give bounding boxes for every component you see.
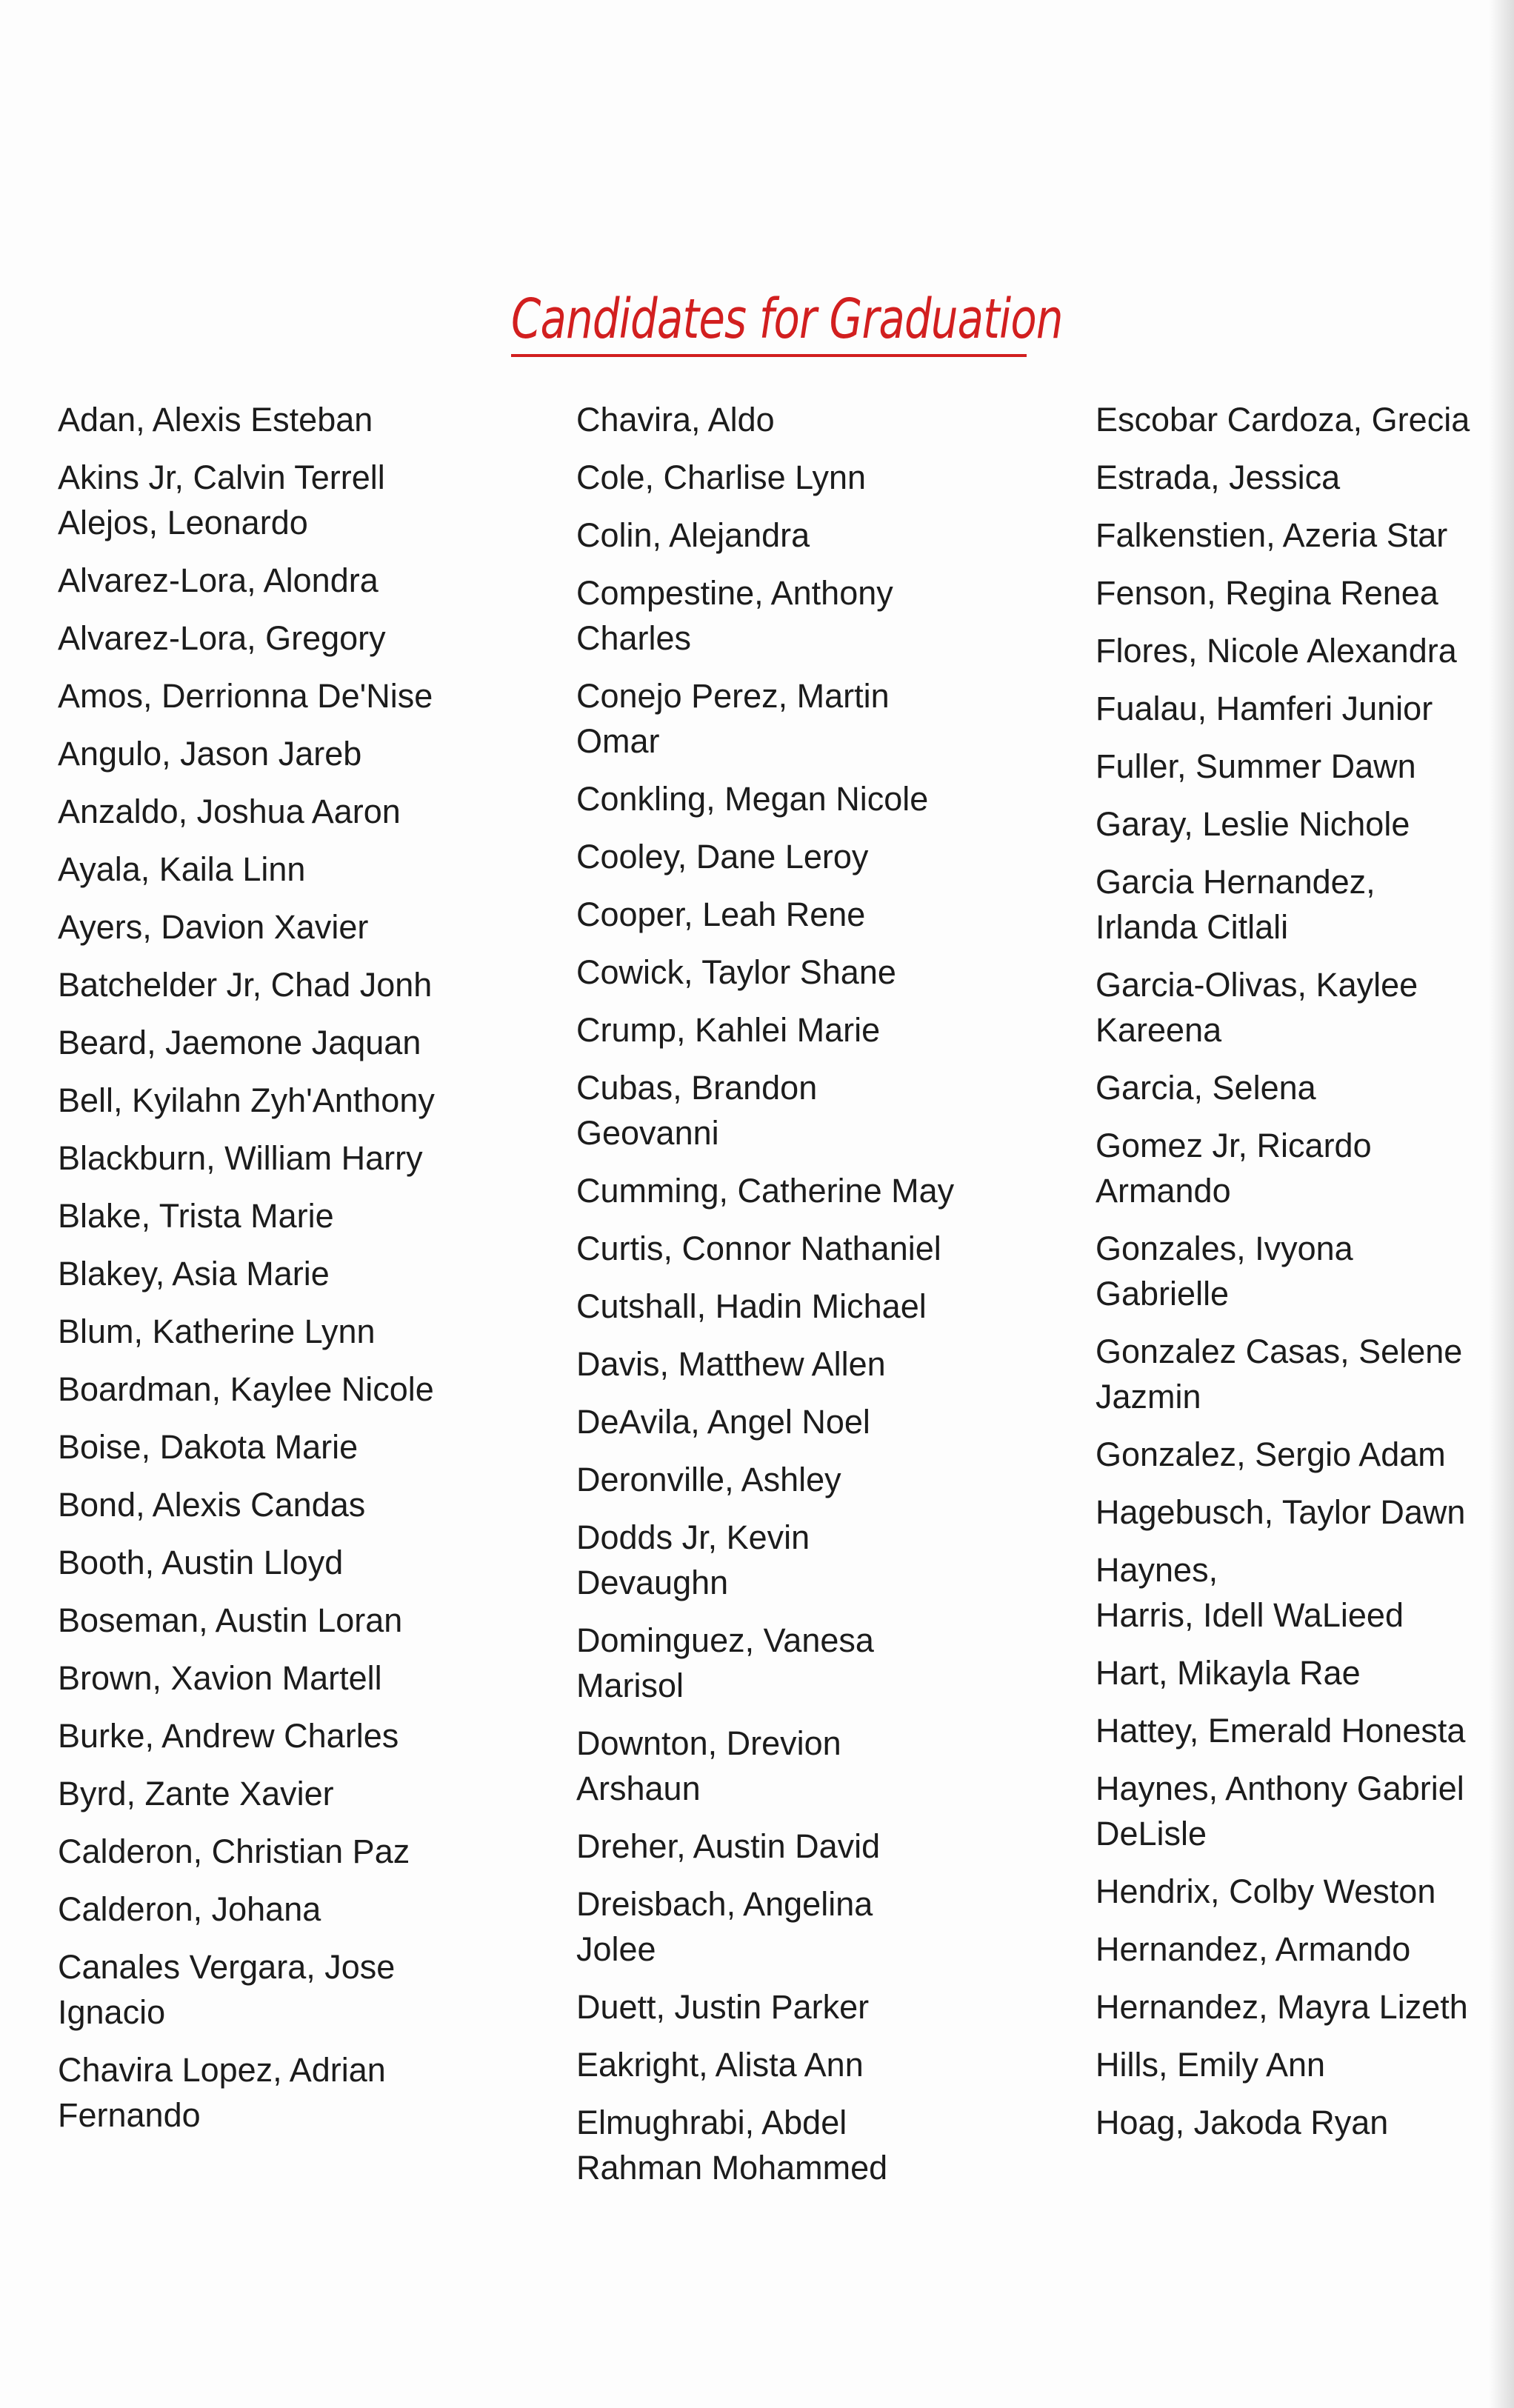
candidate-name: Blum, Katherine Lynn: [58, 1313, 376, 1350]
candidate-name: Conejo Perez, Martin Omar: [576, 677, 890, 760]
candidate-name: Chavira, Aldo: [576, 401, 775, 438]
candidate-name: DeAvila, Angel Noel: [576, 1403, 870, 1441]
candidate-name: Boardman, Kaylee Nicole: [58, 1370, 434, 1408]
page-title: Candidates for Graduation: [511, 287, 1063, 351]
candidate-name: Escobar Cardoza, Grecia: [1096, 401, 1470, 438]
candidate-name: Colin, Alejandra: [576, 516, 810, 554]
page-title-block: [511, 286, 1063, 367]
candidate-name: Dreisbach, Angelina Jolee: [576, 1885, 873, 1968]
candidate-name: Gonzalez Casas, Selene Jazmin: [1096, 1333, 1463, 1415]
candidate-name: Hendrix, Colby Weston: [1096, 1872, 1436, 1910]
candidate-name: Hernandez, Mayra Lizeth: [1096, 1988, 1468, 2026]
candidate-name: Conkling, Megan Nicole: [576, 780, 929, 818]
candidate-name: Garay, Leslie Nichole: [1096, 805, 1410, 843]
candidate-name: Ayala, Kaila Linn: [58, 850, 306, 888]
candidate-name: Hernandez, Armando: [1096, 1930, 1411, 1968]
candidate-name: Fenson, Regina Renea: [1096, 574, 1438, 612]
candidate-name: Garcia Hernandez, Irlanda Citlali: [1096, 863, 1375, 946]
candidate-name: Angulo, Jason Jareb: [58, 735, 362, 773]
candidate-name: Canales Vergara, Jose Ignacio: [58, 1948, 396, 2031]
candidate-name: Fuller, Summer Dawn: [1096, 747, 1416, 785]
candidate-name: Flores, Nicole Alexandra: [1096, 632, 1457, 670]
candidate-name: Gonzales, Ivyona Gabrielle: [1096, 1230, 1353, 1313]
candidate-name: Eakright, Alista Ann: [576, 2046, 864, 2084]
candidate-name: Ayers, Davion Xavier: [58, 908, 369, 946]
candidate-name: Fualau, Hamferi Junior: [1096, 690, 1433, 727]
candidate-name: Duett, Justin Parker: [576, 1988, 870, 2026]
candidate-name: Downton, Drevion Arshaun: [576, 1724, 841, 1807]
candidate-name: Beard, Jaemone Jaquan: [58, 1024, 421, 1061]
candidate-name: Akins Jr, Calvin Terrell Alejos, Leonardo: [58, 458, 385, 541]
candidate-name: Curtis, Connor Nathaniel: [576, 1230, 941, 1267]
candidate-name: Elmughrabi, Abdel Rahman Mohammed: [576, 2104, 888, 2187]
candidate-name: Brown, Xavion Martell: [58, 1659, 382, 1697]
candidate-name: Cumming, Catherine May: [576, 1172, 955, 1210]
candidate-name: Cole, Charlise Lynn: [576, 458, 867, 496]
candidate-name: Cubas, Brandon Geovanni: [576, 1069, 818, 1152]
candidate-name: Gonzalez, Sergio Adam: [1096, 1435, 1446, 1473]
candidate-name: Cooper, Leah Rene: [576, 896, 866, 933]
candidate-name: Falkenstien, Azeria Star: [1096, 516, 1448, 554]
candidate-name: Bell, Kyilahn Zyh'Anthony: [58, 1081, 435, 1119]
candidate-name: Crump, Kahlei Marie: [576, 1011, 881, 1049]
candidate-name: Calderon, Johana: [58, 1890, 321, 1928]
candidate-name: Hagebusch, Taylor Dawn: [1096, 1493, 1466, 1531]
candidate-name: Batchelder Jr, Chad Jonh: [58, 966, 433, 1004]
candidate-name: Boseman, Austin Loran: [58, 1601, 403, 1639]
candidate-name: Burke, Andrew Charles: [58, 1717, 399, 1755]
candidate-name: Deronville, Ashley: [576, 1461, 841, 1498]
candidate-name: Blackburn, William Harry: [58, 1139, 423, 1177]
candidate-name: Adan, Alexis Esteban: [58, 401, 373, 438]
candidate-name: Byrd, Zante Xavier: [58, 1775, 334, 1812]
candidate-name: Estrada, Jessica: [1096, 458, 1341, 496]
title-underline: [511, 354, 1027, 357]
candidate-name: Alvarez-Lora, Alondra: [58, 561, 378, 599]
name-column-3: [1096, 397, 1514, 2158]
candidate-name: Garcia-Olivas, Kaylee Kareena: [1096, 966, 1418, 1049]
candidate-name: Hills, Emily Ann: [1096, 2046, 1326, 2084]
candidate-name: Dominguez, Vanesa Marisol: [576, 1621, 874, 1704]
name-column-2: [576, 397, 1050, 2203]
candidate-name: Bond, Alexis Candas: [58, 1486, 366, 1524]
candidate-name: Amos, Derrionna De'Nise: [58, 677, 433, 715]
candidate-name: Chavira Lopez, Adrian Fernando: [58, 2051, 386, 2134]
candidate-name: Booth, Austin Lloyd: [58, 1544, 344, 1581]
candidate-name: Cowick, Taylor Shane: [576, 953, 896, 991]
candidate-name: Gomez Jr, Ricardo Armando: [1096, 1127, 1372, 1210]
candidate-name: Cutshall, Hadin Michael: [576, 1287, 927, 1325]
candidate-name: Haynes, Anthony Gabriel DeLisle: [1096, 1770, 1464, 1852]
candidate-name: Alvarez-Lora, Gregory: [58, 619, 386, 657]
candidate-name: Boise, Dakota Marie: [58, 1428, 359, 1466]
candidate-name: Dreher, Austin David: [576, 1827, 881, 1865]
candidate-name: Cooley, Dane Leroy: [576, 838, 869, 876]
name-column-1: [58, 397, 532, 2150]
candidate-name: Haynes, Harris, Idell WaLieed: [1096, 1551, 1404, 1634]
candidate-name: Davis, Matthew Allen: [576, 1345, 886, 1383]
candidate-name: Calderon, Christian Paz: [58, 1832, 410, 1870]
candidate-name: Hart, Mikayla Rae: [1096, 1654, 1361, 1692]
candidate-name: Anzaldo, Joshua Aaron: [58, 793, 401, 830]
candidate-name: Blake, Trista Marie: [58, 1197, 334, 1235]
candidate-name: Garcia, Selena: [1096, 1069, 1316, 1107]
candidate-name: Compestine, Anthony Charles: [576, 574, 893, 657]
candidate-name: Hoag, Jakoda Ryan: [1096, 2104, 1389, 2141]
candidate-name: Blakey, Asia Marie: [58, 1255, 330, 1293]
candidate-name: Hattey, Emerald Honesta: [1096, 1712, 1466, 1750]
candidate-name: Dodds Jr, Kevin Devaughn: [576, 1518, 810, 1601]
